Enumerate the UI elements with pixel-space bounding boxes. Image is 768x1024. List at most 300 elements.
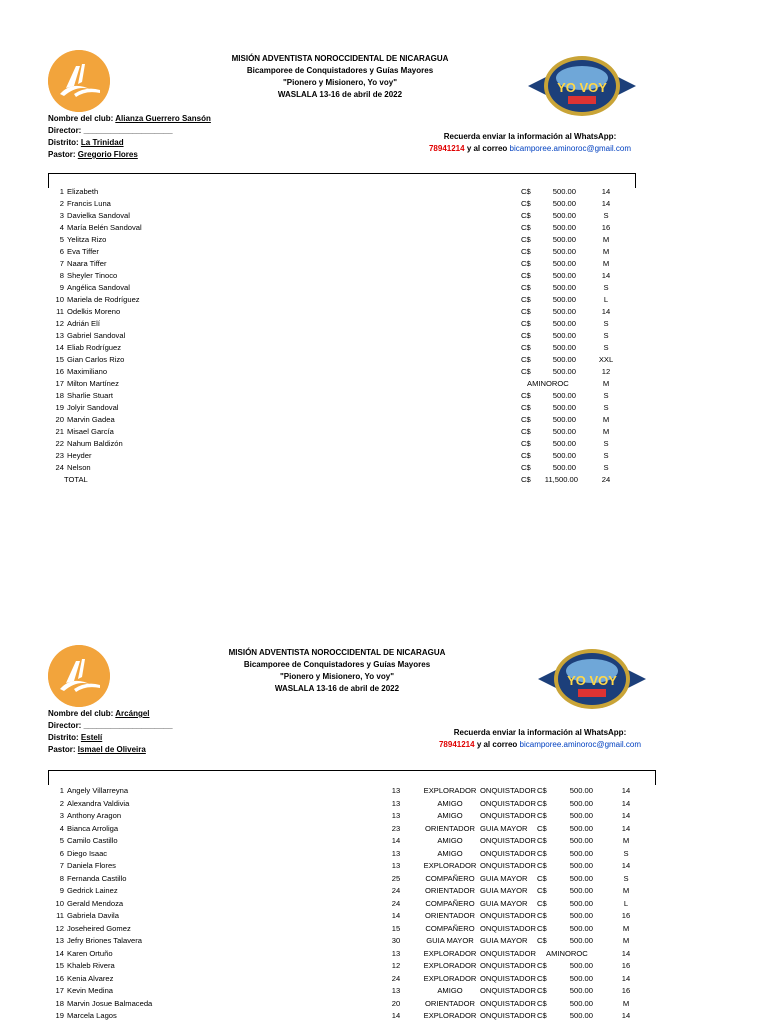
reminder	[430, 727, 650, 751]
amount: 500.00	[569, 861, 593, 870]
participant-name: Gian Carlos Rizo	[67, 355, 125, 364]
participant-name: Alexandra Valdivia	[67, 798, 130, 808]
table-row	[0, 835, 768, 847]
club-label: Nombre del club:	[48, 709, 114, 718]
shirt-size: 14	[601, 187, 611, 196]
participant-name: Kevin Medina	[67, 986, 114, 995]
amount: 500.00	[552, 211, 576, 220]
participant-name: Adrián Elí	[67, 319, 100, 328]
row-number: 20	[55, 415, 64, 424]
club-info	[48, 113, 211, 161]
table-row	[0, 402, 768, 414]
amount: 500.00	[569, 798, 593, 808]
club-name: Alianza Guerrero Sansón	[115, 114, 211, 123]
participant-name: Gedrick Lainez	[67, 886, 118, 895]
row-number: 16	[55, 973, 64, 983]
table-row	[0, 294, 768, 306]
currency: C$	[537, 923, 547, 933]
participant-name: Sheyler Tinoco	[67, 271, 118, 280]
pastor-label: Pastor:	[48, 745, 76, 754]
age: 13	[391, 848, 401, 858]
class: AMIGO	[437, 798, 463, 808]
pastor-name: Ismael de Oliveira	[77, 745, 146, 754]
currency: C$	[537, 786, 547, 795]
table-row	[0, 390, 768, 402]
row-number: 6	[59, 247, 64, 256]
participant-name: Heyder	[67, 451, 92, 460]
row-number: 6	[59, 848, 64, 858]
shirt-size: M	[602, 427, 610, 436]
class: ORIENTADOR	[424, 886, 476, 895]
class: ORIENTADOR	[424, 911, 476, 920]
age: 13	[391, 786, 401, 795]
shirt-size: M	[602, 415, 610, 424]
currency: C$	[521, 235, 531, 244]
participant-name: Nelson	[67, 463, 91, 472]
participant-name: Daniela Flores	[67, 861, 116, 870]
participant-name: Joseheired Gomez	[67, 923, 131, 933]
table-frame	[48, 770, 656, 785]
currency: C$	[537, 911, 547, 920]
class: EXPLORADOR	[423, 948, 477, 958]
row-number: 7	[59, 861, 64, 870]
yo-voy-text: YO VOY	[557, 80, 607, 95]
shirt-size: S	[603, 283, 609, 292]
group: ONQUISTADOR	[480, 811, 536, 820]
participant-name: Jolyir Sandoval	[67, 403, 119, 412]
currency: C$	[521, 307, 531, 316]
amount: 500.00	[569, 786, 593, 795]
place-date: WASLALA 13-16 de abril de 2022	[277, 90, 403, 99]
participant-name: Misael García	[67, 427, 114, 436]
age: 13	[391, 948, 401, 958]
amount: 500.00	[569, 911, 593, 920]
class: EXPLORADOR	[423, 786, 477, 795]
row-number: 5	[59, 836, 64, 845]
table-row	[0, 258, 768, 270]
participant-name: Eva Tiffer	[67, 247, 99, 256]
table-row	[0, 198, 768, 210]
participant-name: Khaleb Rivera	[67, 961, 115, 970]
row-number: 18	[55, 998, 64, 1008]
email-prefix: y al correo	[466, 144, 508, 153]
currency: C$	[521, 463, 531, 472]
table-row	[0, 306, 768, 318]
amount: 500.00	[569, 823, 593, 833]
shirt-size: S	[603, 391, 609, 400]
email-address: bicamporee.aminoroc@gmail.com	[509, 144, 632, 153]
participant-name: Gerald Mendoza	[67, 898, 124, 908]
group: ONQUISTADOR	[480, 961, 536, 970]
place-date: WASLALA 13-16 de abril de 2022	[274, 684, 400, 693]
amount: 500.00	[552, 271, 576, 280]
reminder-text: Recuerda enviar la información al WhatsApp:	[453, 728, 627, 737]
director-value: ____________________	[83, 721, 173, 730]
row-number: 8	[59, 873, 64, 883]
age: 24	[391, 898, 401, 908]
club-info	[48, 708, 173, 756]
shirt-size: S	[623, 873, 629, 883]
shirt-size: L	[623, 898, 629, 908]
age: 23	[391, 823, 401, 833]
total-row	[0, 474, 768, 486]
row-number: 14	[55, 948, 64, 958]
row-number: 1	[59, 786, 64, 795]
shirt-size: M	[622, 936, 630, 945]
shirt-size: S	[623, 848, 629, 858]
participant-name: Naara Tiffer	[67, 259, 107, 268]
class: EXPLORADOR	[423, 1011, 477, 1020]
shirt-size: M	[622, 923, 630, 933]
amount: 500.00	[552, 295, 576, 304]
participant-name: Francis Luna	[67, 199, 111, 208]
table-row	[0, 426, 768, 438]
amount: 500.00	[569, 998, 593, 1008]
table-row	[0, 378, 768, 390]
currency: C$	[521, 367, 531, 376]
table-row	[0, 222, 768, 234]
email-prefix: y al correo	[476, 740, 518, 749]
amount: 500.00	[552, 355, 576, 364]
currency: C$	[537, 798, 547, 808]
amount: 500.00	[552, 247, 576, 256]
shirt-size: M	[602, 379, 610, 388]
row-number: 16	[55, 367, 64, 376]
shirt-size: 14	[621, 1011, 631, 1020]
currency: C$	[521, 247, 531, 256]
amount: 500.00	[552, 415, 576, 424]
row-number: 3	[59, 211, 64, 220]
currency: C$	[537, 886, 547, 895]
table-row	[0, 318, 768, 330]
amount: 500.00	[569, 848, 593, 858]
motto: "Pionero y Misionero, Yo voy"	[280, 672, 394, 681]
director-label: Director:	[48, 126, 82, 135]
table-row	[0, 985, 768, 997]
amount: 500.00	[552, 343, 576, 352]
table-row	[0, 935, 768, 947]
director-label: Director:	[48, 721, 82, 730]
shirt-size: S	[603, 403, 609, 412]
amount: 500.00	[552, 439, 576, 448]
group: GUIA MAYOR	[480, 936, 528, 945]
amount: 500.00	[569, 1011, 593, 1020]
age: 14	[391, 1011, 401, 1020]
org-title: MISIÓN ADVENTISTA NOROCCIDENTAL DE NICARAGUA	[231, 54, 449, 63]
currency: C$	[521, 223, 531, 232]
class: AMIGO	[437, 811, 463, 820]
participant-name: Angélica Sandoval	[67, 283, 130, 292]
class: EXPLORADOR	[423, 861, 477, 870]
row-number: 19	[55, 1011, 64, 1020]
participant-name: Bianca Arroliga	[67, 823, 119, 833]
table-row	[0, 414, 768, 426]
currency: C$	[537, 848, 547, 858]
table-row	[0, 860, 768, 872]
class: AMIGO	[437, 836, 463, 845]
row-number: 11	[56, 307, 64, 316]
group: ONQUISTADOR	[480, 923, 536, 933]
age: 24	[391, 973, 401, 983]
table-row	[0, 354, 768, 366]
class: COMPAÑERO	[425, 873, 475, 883]
amount: 500.00	[552, 451, 576, 460]
amount: 500.00	[569, 923, 593, 933]
district-name: Estelí	[80, 733, 103, 742]
age: 13	[391, 811, 401, 820]
currency: C$	[521, 211, 531, 220]
amount: 500.00	[569, 973, 593, 983]
currency: C$	[537, 861, 547, 870]
row-number: 1	[59, 187, 64, 196]
currency: C$	[521, 295, 531, 304]
currency: C$	[521, 427, 531, 436]
participant-name: Kenia Alvarez	[67, 973, 114, 983]
row-number: 2	[59, 199, 64, 208]
shirt-size: S	[603, 331, 609, 340]
age: 30	[391, 936, 401, 945]
shirt-size: M	[622, 886, 630, 895]
row-number: 10	[55, 898, 64, 908]
event-title: Bicamporee de Conquistadores y Guías Mayores	[243, 660, 431, 669]
class: GUIA MAYOR	[426, 936, 474, 945]
pastor-label: Pastor:	[48, 150, 76, 159]
class: EXPLORADOR	[423, 961, 477, 970]
currency: C$	[521, 415, 531, 424]
shirt-size: S	[603, 319, 609, 328]
shirt-size: 14	[621, 823, 631, 833]
table-row	[0, 234, 768, 246]
row-number: 7	[59, 259, 64, 268]
participant-name: Gabriel Sandoval	[67, 331, 126, 340]
shirt-size: M	[602, 247, 610, 256]
table-row	[0, 246, 768, 258]
shirt-size: 14	[621, 861, 631, 870]
row-number: 12	[55, 319, 64, 328]
participant-name: Angely Villarreyna	[67, 786, 129, 795]
currency: C$	[537, 836, 547, 845]
class: COMPAÑERO	[425, 923, 475, 933]
shirt-size: M	[622, 836, 630, 845]
currency: C$	[537, 936, 547, 945]
aminoroc-note: AMINOROC	[546, 948, 588, 958]
yo-voy-badge	[538, 645, 646, 714]
shirt-size: 14	[621, 948, 631, 958]
amount: 500.00	[552, 391, 576, 400]
currency: C$	[521, 439, 531, 448]
participant-name: Marvin Josue Balmaceda	[67, 998, 153, 1008]
table-row	[0, 270, 768, 282]
participant-name: Marcela Lagos	[67, 1011, 117, 1020]
row-number: 14	[55, 343, 64, 352]
currency: C$	[537, 961, 547, 970]
row-number: 17	[55, 379, 64, 388]
row-number: 21	[55, 427, 64, 436]
shirt-size: XXL	[598, 355, 614, 364]
group: ONQUISTADOR	[480, 973, 536, 983]
amount: 500.00	[552, 223, 576, 232]
group: ONQUISTADOR	[480, 1011, 536, 1020]
shirt-size: 14	[621, 973, 631, 983]
shirt-size: M	[602, 259, 610, 268]
row-number: 4	[59, 823, 64, 833]
shirt-size: S	[603, 343, 609, 352]
currency: C$	[521, 403, 531, 412]
club-label: Nombre del club:	[48, 114, 114, 123]
table-row	[0, 330, 768, 342]
participant-name: Gabriela Davila	[67, 911, 119, 920]
row-number: 24	[55, 463, 64, 472]
row-number: 12	[55, 923, 64, 933]
currency: C$	[537, 811, 547, 820]
table-row	[0, 898, 768, 910]
group: ONQUISTADOR	[480, 786, 536, 795]
participant-name: Davielka Sandoval	[67, 211, 130, 220]
row-number: 22	[55, 439, 64, 448]
currency: C$	[521, 319, 531, 328]
whatsapp-number: 78941214	[438, 740, 475, 749]
shirt-size: S	[603, 463, 609, 472]
age: 15	[391, 923, 401, 933]
participant-name: Milton Martínez	[67, 379, 119, 388]
shirt-size: S	[603, 451, 609, 460]
amount: 500.00	[552, 367, 576, 376]
table-row	[0, 885, 768, 897]
age: 12	[391, 961, 401, 970]
adventist-logo	[48, 50, 110, 112]
currency: C$	[537, 823, 547, 833]
row-number: 9	[59, 886, 64, 895]
participant-name: Fernanda Castillo	[67, 873, 127, 883]
currency: C$	[521, 391, 531, 400]
currency: C$	[537, 986, 547, 995]
row-number: 18	[55, 391, 64, 400]
group: ONQUISTADOR	[480, 836, 536, 845]
row-number: 8	[59, 271, 64, 280]
participant-name: Anthony Aragon	[67, 811, 122, 820]
amount: 500.00	[552, 235, 576, 244]
age: 13	[391, 798, 401, 808]
shirt-size: 12	[601, 367, 611, 376]
table-row	[0, 342, 768, 354]
group: ONQUISTADOR	[480, 861, 536, 870]
table-row	[0, 1010, 768, 1022]
amount: 500.00	[569, 811, 593, 820]
age: 14	[391, 911, 401, 920]
motto: "Pionero y Misionero, Yo voy"	[283, 78, 397, 87]
page-header	[190, 53, 490, 101]
shirt-size: 14	[621, 798, 631, 808]
shirt-size: 16	[601, 223, 611, 232]
currency: C$	[521, 187, 531, 196]
reminder	[420, 131, 640, 155]
participant-name: Mariela de Rodríguez	[67, 295, 140, 304]
age: 20	[391, 998, 401, 1008]
district-label: Distrito:	[48, 138, 79, 147]
total-label: TOTAL	[64, 475, 88, 484]
currency: C$	[521, 475, 531, 484]
amount: 500.00	[569, 836, 593, 845]
table-row	[0, 210, 768, 222]
shirt-size: 14	[621, 811, 631, 820]
table-row	[0, 910, 768, 922]
table-row	[0, 998, 768, 1010]
currency: C$	[537, 873, 547, 883]
class: EXPLORADOR	[423, 973, 477, 983]
amount: 500.00	[552, 259, 576, 268]
amount: 500.00	[552, 403, 576, 412]
currency: C$	[537, 998, 547, 1008]
group: GUIA MAYOR	[480, 823, 528, 833]
director-value: ____________________	[83, 126, 173, 135]
group: ONQUISTADOR	[480, 798, 536, 808]
row-number: 9	[59, 283, 64, 292]
participant-name: Camilo Castillo	[67, 836, 118, 845]
pastor-name: Gregorio Flores	[77, 150, 138, 159]
age: 13	[391, 986, 401, 995]
row-number: 4	[59, 223, 64, 232]
total-amount: 11,500.00	[544, 475, 578, 484]
group: GUIA MAYOR	[480, 898, 528, 908]
group: GUIA MAYOR	[480, 873, 528, 883]
class: COMPAÑERO	[425, 898, 475, 908]
table-row	[0, 366, 768, 378]
email-address: bicamporee.aminoroc@gmail.com	[519, 740, 642, 749]
currency: C$	[521, 343, 531, 352]
row-number: 15	[55, 961, 64, 970]
amount: 500.00	[569, 961, 593, 970]
currency: C$	[521, 355, 531, 364]
row-number: 23	[55, 451, 64, 460]
shirt-size: 14	[601, 271, 611, 280]
class: AMIGO	[437, 986, 463, 995]
table-row	[0, 973, 768, 985]
table-row	[0, 450, 768, 462]
shirt-size: M	[602, 235, 610, 244]
currency: C$	[521, 283, 531, 292]
amount: 500.00	[569, 986, 593, 995]
amount: 500.00	[552, 331, 576, 340]
class: ORIENTADOR	[424, 823, 476, 833]
age: 25	[391, 873, 401, 883]
amount: 500.00	[552, 307, 576, 316]
participant-name: Jefry Briones Talavera	[67, 936, 142, 945]
total-count: 24	[601, 475, 611, 484]
row-number: 11	[56, 911, 64, 920]
row-number: 3	[59, 811, 64, 820]
amount: 500.00	[552, 463, 576, 472]
group: GUIA MAYOR	[480, 886, 528, 895]
shirt-size: 16	[621, 911, 631, 920]
page-header	[187, 647, 487, 695]
participant-name: Sharlie Stuart	[67, 391, 114, 400]
adventist-logo	[48, 645, 110, 707]
club-name: Arcángel	[115, 709, 150, 718]
currency: C$	[537, 898, 547, 908]
table-row	[0, 438, 768, 450]
district-label: Distrito:	[48, 733, 79, 742]
shirt-size: 14	[601, 199, 611, 208]
table-row	[0, 848, 768, 860]
group: ONQUISTADOR	[480, 948, 536, 958]
participant-name: Karen Ortuño	[67, 948, 113, 958]
table-row	[0, 960, 768, 972]
currency: C$	[521, 331, 531, 340]
table-row	[0, 186, 768, 198]
participant-name: Elizabeth	[67, 187, 99, 196]
row-number: 15	[55, 355, 64, 364]
table-row	[0, 873, 768, 885]
